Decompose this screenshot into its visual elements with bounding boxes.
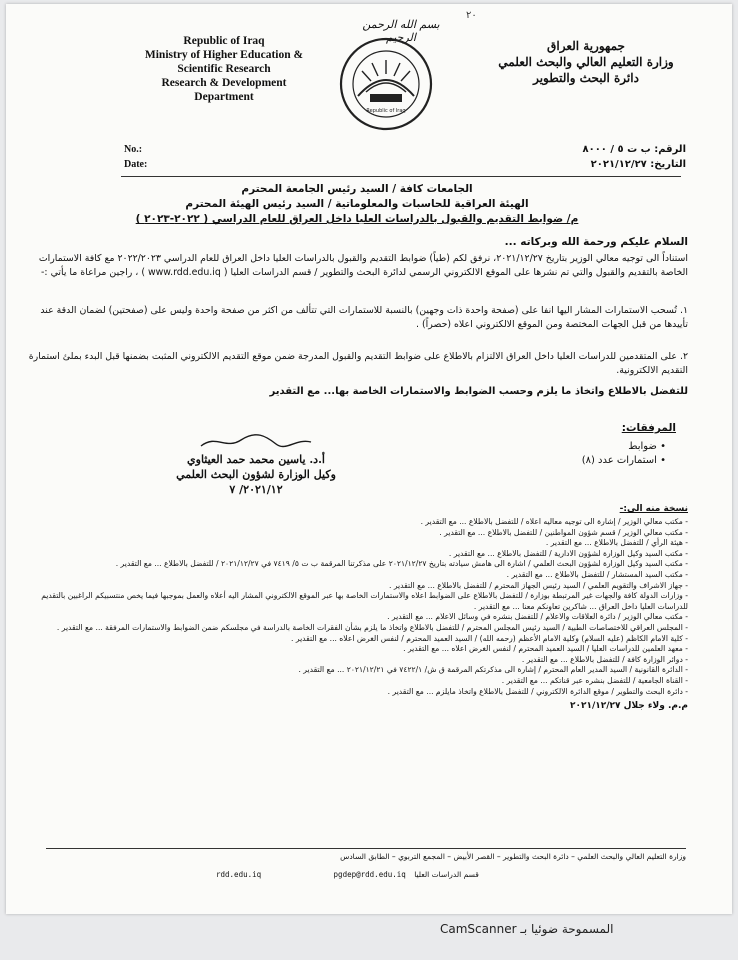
attachment-item: • استمارات عدد (٨) [581,455,666,466]
header-en-line: Republic of Iraq [183,35,265,47]
closing-line: للتفضل بالاطلاع واتخاذ ما يلزم وحسب الضوابط والاستمارات الخاصة بها... مع التقدير [269,386,688,397]
svg-text:Republic of Iraq: Republic of Iraq [366,108,406,114]
copy-recipient: - مكتب السيد المستشار / للتفضل بالاطلاع ... مع التقدير . [506,569,688,579]
header-en-line: Research & Development [161,77,287,89]
header-en-line: Ministry of Higher Education & [144,49,304,61]
ministry-logo-seal [336,34,436,134]
copy-recipient: - مكتب معالي الوزير / إشارة الى توجيه معاليه اعلاه / للتفضل بالاطلاع ... مع التقدير . [420,517,688,526]
attachment-item-label: استمارات عدد (٨) [581,455,657,466]
header-ar-line: دائرة البحث والتطوير [533,71,639,85]
document-page [6,4,732,914]
copy-recipient: - وزارات الدولة كافة والجهات غير المرتبطة بوزارة / للتفضل بالاطلاع على الضوابط اعلاه والاستمارات الخاصة بها عبر الموقع الالكتروني المشار اليه أعلاه والعمل بموجبها فيما يخص منتسبيكم الراغبين بالتقديم للدراسات العليا داخل العراق ... شاكرين تعاونكم معنا ... مع التقدير . [41,591,688,611]
copy-recipient-text: وزارات الدولة كافة والجهات غير المرتبطة بوزارة / للتفضل بالاطلاع على الضوابط اعلاه والاستمارات الخاصة بها عبر الموقع الالكتروني المشار اليه أعلاه والعمل بموجبها فيما يخص منتسبيكم الراغبين بالتقديم للدراسات العليا داخل العراق ... شاكرين تعاونكم معنا ... مع التقدير . [41,591,688,611]
copy-recipient-text: هيئة الرأي / للتفضل بالاطلاع ... مع التقدير . [545,538,683,548]
copy-recipient-text: معهد العلمين للدراسات العليا / السيد العميد المحترم / لنفس الغرض اعلاه ... مع التقدير . [403,644,683,654]
signature-date: ٢٠٢١/١٢/ ٧ [229,483,283,496]
bismillah-calligraphy: بسم الله الرحمن الرحيم [362,18,440,44]
copy-recipient-text: مكتب السيد وكيل الوزارة لشؤون البحث العلمي / اشارة الى هامش سيادته بتاريخ ٢٠٢١/١٢/٢٧ على مذكرتنا المرقمة ب ت ٥/ ٧٤١٩ في ٢٠٢١/١٢/٢٧ / للتفضل بالاطلاع ... مع التقدير . [115,559,683,569]
copy-recipient-text: مكتب السيد وكيل الوزارة لشؤون الادارية / للتفضل بالاطلاع ... مع التقدير . [448,548,683,558]
header-arabic [496,38,676,86]
copy-recipient: - دوائر الوزارة كافة / للتفضل بالاطلاع ... مع التقدير . [521,654,688,664]
copy-recipient-text: مكتب معالي الوزير / إشارة الى توجيه معاليه اعلاه / للتفضل بالاطلاع ... مع التقدير . [420,517,683,526]
signatory-name: أ.د. ياسين محمد حمد العيثاوي [187,453,325,466]
reference-number: الرقم: ب ت ٥ / ٨٠٠٠ [582,144,686,155]
point-2: ٢. على المتقدمين للدراسات العليا داخل العراق الالتزام بالاطلاع على ضوابط التقديم والقبول المدرجة ضمن موقع التقديم الالكتروني المثبت بضمنها قبل البدء بملئ استمارة التقديم الالكترونية. [28,351,688,376]
header-divider [121,176,681,177]
copy-recipient-text: كلية الامام الكاظم (عليه السلام) وكلية الامام الأعظم (رحمه الله) / السيد العميد المحترم / لنفس الغرض اعلاه ... مع التقدير . [291,633,683,643]
signature-block [156,432,356,497]
intro-paragraph: استناداً الى توجيه معالي الوزير بتاريخ ٢٠٢١/١٢/٢٧، نرفق لكم (طياً) ضوابط التقديم والقبول بالدراسات العليا داخل العراق للعام الدراسي ٢٠٢٢/٢٠٢٣ مع كافة الاستمارات الخاصة بالتقديم والقبول والتي تم نشرها على الموقع الالكتروني الرسمي لدائرة البحث والتطوير / قسم الدراسات العليا ( www.rdd.edu.iq ) ، راجين مراعاة ما يأتي :- [38,253,688,278]
footer-website[interactable]: rdd.edu.iq [216,870,262,879]
signatory-title: وكيل الوزارة لشؤون البحث العلمي [176,468,336,481]
point-1: ١. تُسحب الاستمارات المشار اليها انفا على (صفحة واحدة ذات وجهين) بالنسبة للاستمارات التي تتألف من اكثر من صفحة واحدة وليس على (صفحتين) لضمان الدقة عند تأييدها من قبل الجهات المختصة ومن الموقع الالكتروني اعلاه (حصراً) . [40,305,688,330]
date-label: Date: [124,159,148,170]
copy-recipient-text: القناة الجامعية / للتفضل بنشره عبر قناتكم ... مع التقدير . [501,675,683,685]
subject-line: م/ ضوابط التقديم والقبول بالدراسات العليا داخل العراق للعام الدراسي ( ٢٠٢٢-٢٠٢٣ ) [135,213,579,225]
initials-line: م.م. ولاء جلال ٢٠٢١/١٢/٢٧ [570,701,688,712]
footer-email-label: قسم الدراسات العليا [414,870,479,879]
copy-recipient: - دائرة البحث والتطوير / موقع الدائرة الالكتروني / للتفضل بالاطلاع واتخاذ مايلزم ... مع التقدير . [387,686,688,696]
addressee-universities: الجامعات كافة / السيد رئيس الجامعة المحترم [241,183,473,195]
header-english [124,34,324,104]
copy-recipient-text: المجلس العراقي للاختصاصات الطبية / السيد رئيس المجلس المحترم / للتفضل بالاطلاع واتخاذ ما يلزم بشأن الفقرات الخاصة بالدراسة في مجلسكم ضمن الضوابط والاستمارات المرفقة ... مع التقدير . [56,622,683,632]
scanner-watermark: CamScanner المسموحة ضوئيا بـ [440,922,614,936]
reference-date: التاريخ: ٢٠٢١/١٢/٢٧ [590,159,686,170]
copy-recipient: - مكتب السيد وكيل الوزارة لشؤون البحث العلمي / اشارة الى هامش سيادته بتاريخ ٢٠٢١/١٢/٢٧ على مذكرتنا المرقمة ب ت ٥/ ٧٤١٩ في ٢٠٢١/١٢/٢٧ / للتفضل بالاطلاع ... مع التقدير . [115,559,688,569]
footer-divider [46,848,686,849]
copy-recipient-text: جهاز الاشراف والتقويم العلمي / السيد رئيس الجهاز المحترم / للتفضل بالاطلاع ... مع التقدير . [389,580,683,590]
copy-recipient: - هيئة الرأي / للتفضل بالاطلاع ... مع التقدير . [545,538,688,548]
addressees-block [26,182,688,227]
header-ar-line: وزارة التعليم العالي والبحث العلمي [498,55,674,69]
copy-recipient-text: مكتب معالي الوزير / دائرة العلاقات والاعلام / للتفضل بنشره في وسائل الاعلام ... مع التقدير . [387,612,683,622]
header-en-line: Scientific Research [177,63,271,75]
addressee-computing-commission: الهيئة العراقية للحاسبات والمعلوماتية / السيد رئيس الهيئة المحترم [185,198,529,210]
copy-recipient-text: دائرة البحث والتطوير / موقع الدائرة الالكتروني / للتفضل بالاطلاع واتخاذ مايلزم ... مع التقدير . [387,686,683,696]
footer-contacts [46,870,686,879]
page-number-mark: ٢٠ [466,10,477,21]
copies-title: نسخة منه الى:- [619,504,688,514]
copy-recipient-text: مكتب السيد المستشار / للتفضل بالاطلاع ... مع التقدير . [506,569,683,579]
copy-recipient-text: الدائرة القانونية / السيد المدير العام المحترم / إشارة الى مذكرتكم المرقمة ق ش/ ٧٤٢٢/١ في ٢٠٢١/١٢/٢١ ... مع التقدير . [298,665,683,675]
copy-recipient: - القناة الجامعية / للتفضل بنشره عبر قناتكم ... مع التقدير . [501,675,688,685]
copy-recipient: - مكتب السيد وكيل الوزارة لشؤون الادارية / للتفضل بالاطلاع ... مع التقدير . [448,548,688,558]
attachments-title: المرفقات: [621,422,676,434]
copy-recipient: - المجلس العراقي للاختصاصات الطبية / السيد رئيس المجلس المحترم / للتفضل بالاطلاع واتخاذ ما يلزم بشأن الفقرات الخاصة بالدراسة في مجلسكم ضمن الضوابط والاستمارات المرفقة ... مع التقدير . [56,622,688,632]
header-en-line: Department [194,91,254,103]
attachment-item: • ضوابط [628,441,666,452]
footer-email[interactable]: pgdep@rdd.edu.iq [333,870,406,879]
copy-recipient: - كلية الامام الكاظم (عليه السلام) وكلية الامام الأعظم (رحمه الله) / السيد العميد المحترم / لنفس الغرض اعلاه ... مع التقدير . [291,633,688,643]
copy-recipient: - جهاز الاشراف والتقويم العلمي / السيد رئيس الجهاز المحترم / للتفضل بالاطلاع ... مع التقدير . [389,580,688,590]
copy-recipient-text: دوائر الوزارة كافة / للتفضل بالاطلاع ... مع التقدير . [521,654,683,664]
greeting: السلام عليكم ورحمة الله وبركاته ... [504,236,688,248]
number-label: No.: [124,144,143,155]
copy-recipient-text: مكتب معالي الوزير / قسم شؤون المواطنين / للتفضل بالاطلاع ... مع التقدير . [439,527,683,537]
copy-recipient: - مكتب معالي الوزير / دائرة العلاقات والاعلام / للتفضل بنشره في وسائل الاعلام ... مع التقدير . [387,612,688,622]
footer-address: وزارة التعليم العالي والبحث العلمي – دائرة البحث والتطوير – القصر الأبيض – المجمع التربوي – الطابق السادس [340,852,686,861]
copy-recipient: - معهد العلمين للدراسات العليا / السيد العميد المحترم / لنفس الغرض اعلاه ... مع التقدير . [403,644,688,654]
attachment-item-label: ضوابط [628,441,657,452]
copy-recipient: - مكتب معالي الوزير / قسم شؤون المواطنين / للتفضل بالاطلاع ... مع التقدير . [439,527,688,537]
header-ar-line: جمهورية العراق [547,39,625,53]
handwritten-signature [196,432,316,452]
copy-recipient: - الدائرة القانونية / السيد المدير العام المحترم / إشارة الى مذكرتكم المرقمة ق ش/ ٧٤٢٢/١ في ٢٠٢١/١٢/٢١ ... مع التقدير . [298,665,688,675]
copies-list [26,517,688,712]
